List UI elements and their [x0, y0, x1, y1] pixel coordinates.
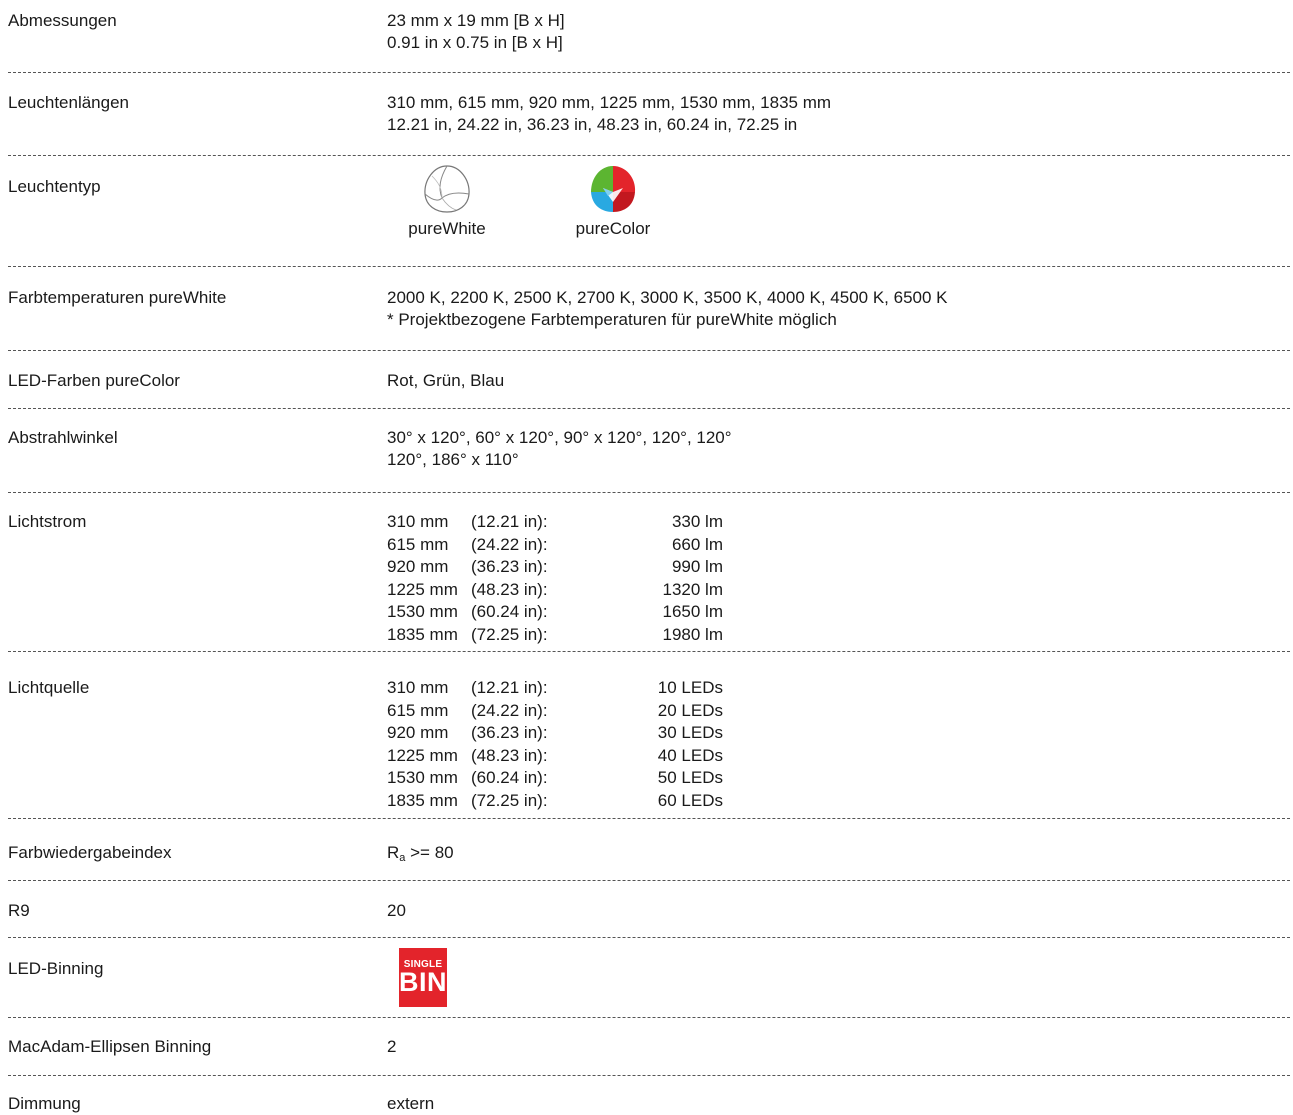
separator: [8, 266, 1290, 267]
label-abstrahlwinkel: Abstrahlwinkel: [8, 428, 118, 447]
separator: [8, 155, 1290, 156]
label-farbtemperaturen: Farbtemperaturen pureWhite: [8, 288, 227, 307]
value-farbtemperaturen: [387, 287, 948, 331]
length-mm: 1835 mm: [387, 624, 458, 644]
label-lichtquelle: Lichtquelle: [8, 678, 90, 697]
label-ledfarben: LED-Farben pureColor: [8, 371, 180, 390]
white-light-icon: [420, 162, 474, 216]
separator: [8, 72, 1290, 73]
length-mm: 1530 mm: [387, 602, 458, 621]
badge-small-text: SINGLE: [403, 959, 443, 970]
table-value: 50 LEDs: [657, 768, 723, 787]
ra-value: >= 80: [405, 843, 454, 862]
length-in: (24.22 in):: [471, 700, 548, 720]
separator: [8, 880, 1290, 881]
length-in: (48.23 in):: [471, 579, 548, 599]
separator: [8, 818, 1290, 819]
value-line: Rot, Grün, Blau: [387, 371, 505, 390]
length-in: (36.23 in):: [471, 723, 548, 742]
type-caption: pureColor: [575, 219, 651, 238]
separator: [8, 408, 1290, 409]
length-mm: 615 mm: [387, 700, 449, 720]
separator: [8, 492, 1290, 493]
table-value: 1650 lm: [662, 602, 723, 621]
type-caption: pureWhite: [408, 219, 486, 238]
length-in: (72.25 in):: [471, 624, 548, 644]
separator: [8, 651, 1290, 652]
length-mm: 1225 mm: [387, 579, 458, 599]
value-abstrahlwinkel: [387, 427, 732, 471]
label-dimmung: Dimmung: [8, 1094, 81, 1113]
table-value: 1320 lm: [662, 579, 723, 599]
length-mm: 310 mm: [387, 678, 449, 697]
value-line: 2000 K, 2200 K, 2500 K, 2700 K, 3000 K, 3500 K, 4000 K, 4500 K, 6500 K: [387, 288, 948, 307]
length-in: (72.25 in):: [471, 790, 548, 810]
value-line: 310 mm, 615 mm, 920 mm, 1225 mm, 1530 mm, 1835 mm: [387, 93, 832, 112]
value-line: * Projektbezogene Farbtemperaturen für pureWhite möglich: [387, 310, 837, 329]
table-value: 660 lm: [671, 534, 723, 554]
length-in: (60.24 in):: [471, 602, 548, 621]
value-line: 30° x 120°, 60° x 120°, 90° x 120°, 120°, 120°: [387, 428, 732, 447]
length-in: (12.21 in):: [471, 678, 548, 697]
table-value: 1980 lm: [662, 624, 723, 644]
rgb-color-icon: [586, 162, 640, 216]
label-leuchtentyp: Leuchtentyp: [8, 177, 101, 196]
table-value: 40 LEDs: [657, 745, 723, 765]
table-value: 60 LEDs: [657, 790, 723, 810]
length-mm: 310 mm: [387, 512, 449, 531]
value-leuchtenlaengen: [387, 92, 831, 136]
separator: [8, 350, 1290, 351]
value-ledfarben: [387, 370, 504, 392]
label-lichtstrom: Lichtstrom: [8, 512, 87, 531]
label-binning: LED-Binning: [8, 959, 104, 978]
label-leuchtenlaengen: Leuchtenlängen: [8, 93, 130, 112]
separator: [8, 937, 1290, 938]
separator: [8, 1017, 1290, 1018]
value-line: 12.21 in, 24.22 in, 36.23 in, 48.23 in, 60.24 in, 72.25 in: [387, 115, 798, 134]
value-macadam: 2: [387, 1037, 397, 1056]
length-in: (60.24 in):: [471, 768, 548, 787]
separator: [8, 1075, 1290, 1076]
luminaire-types: [387, 162, 687, 242]
length-mm: 615 mm: [387, 534, 449, 554]
length-in: (24.22 in):: [471, 534, 548, 554]
length-in: (48.23 in):: [471, 745, 548, 765]
label-farbwiedergabe: Farbwiedergabeindex: [8, 843, 172, 862]
ra-subscript: a: [399, 852, 406, 864]
length-in: (12.21 in):: [471, 512, 548, 531]
value-line: 23 mm x 19 mm [B x H]: [387, 11, 565, 30]
length-mm: 920 mm: [387, 723, 449, 742]
value-farbwiedergabe: [387, 842, 454, 864]
type-purewhite: [387, 162, 507, 240]
value-abmessungen: [387, 10, 565, 54]
length-mm: 1225 mm: [387, 745, 458, 765]
table-value: 30 LEDs: [657, 723, 723, 742]
badge-big-text: BIN: [399, 967, 447, 997]
table-value: 990 lm: [671, 557, 723, 576]
type-purecolor: [553, 162, 673, 240]
single-bin-badge: [399, 948, 447, 1007]
table-value: 10 LEDs: [657, 678, 723, 697]
label-r9: R9: [8, 901, 30, 920]
ra-symbol: R: [387, 843, 400, 862]
label-macadam: MacAdam-Ellipsen Binning: [8, 1037, 212, 1056]
length-mm: 1530 mm: [387, 768, 458, 787]
length-mm: 1835 mm: [387, 790, 458, 810]
value-dimmung: extern: [387, 1094, 435, 1113]
table-value: 20 LEDs: [657, 700, 723, 720]
length-mm: 920 mm: [387, 557, 449, 576]
length-in: (36.23 in):: [471, 557, 548, 576]
table-value: 330 lm: [671, 512, 723, 531]
label-abmessungen: Abmessungen: [8, 11, 117, 30]
value-line: 120°, 186° x 110°: [387, 450, 519, 469]
value-line: 0.91 in x 0.75 in [B x H]: [387, 33, 563, 52]
value-r9: 20: [387, 901, 406, 920]
